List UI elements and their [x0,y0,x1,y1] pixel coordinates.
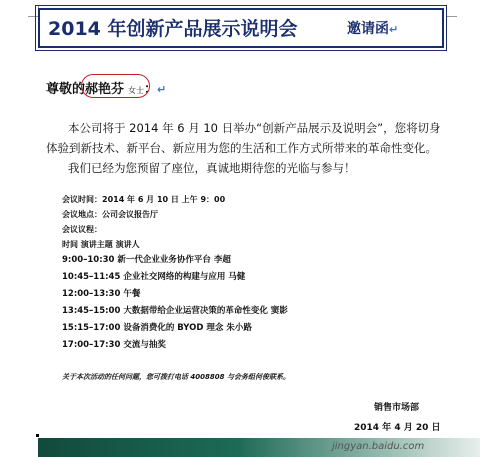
schedule-item: 12:00–13:30 午餐 [62,289,141,299]
recipient-name: 郝艳芬 [85,82,125,97]
meeting-place: 会议地点：公司会议报告厅 [62,210,158,219]
schedule-label: 会议议程： [62,225,102,234]
invitation-paragraph: 我们已经为您预留了座位，真诚地期待您的光临与参与！ [68,161,356,175]
page-title: 2014 年创新产品展示说明会 [48,18,298,40]
contact-note: 关于本次活动的任何问题，您可拨打电话 4008808 与会务组何俊联系。 [62,373,290,381]
bullet-dot [36,434,39,437]
subtitle-text: 邀请函 [347,21,389,37]
paragraph-mark-icon: ↵ [389,23,399,36]
meeting-time: 会议时间：2014 年 6 月 10 日 上午 9：00 [62,195,226,204]
schedule-header: 时间 演讲主题 演讲人 [62,240,140,249]
corner-mark [446,6,457,17]
schedule-item: 15:15–17:00 设备消费化的 BYOD 理念 朱小路 [62,323,252,333]
honorific: 女士 [128,86,145,95]
signature-dept: 销售市场部 [374,403,420,413]
page-subtitle [347,18,398,38]
greeting-prefix: 尊敬的 [46,82,86,97]
invitation-paragraph: 本公司将于 2014 年 6 月 10 日举办“创新产品展示及说明会”，您将切身体验到新技术、新平台、新应用为您的生活和工作方式所带来的革命性变化。 [46,121,441,155]
watermark: jingyan.baidu.com [332,441,425,452]
schedule-item: 10:45–11:45 企业社交网络的构建与应用 马健 [62,272,246,282]
highlight-circle [81,74,150,98]
greeting-punct: ： [144,82,158,97]
agenda-block [62,192,288,354]
schedule-item: 9:00–10:30 新一代企业业务协作平台 李超 [62,255,231,265]
schedule-item: 13:45–15:00 大数据带给企业运营决策的革命性变化 窦影 [62,306,288,316]
paragraph-mark-icon: ↵ [157,83,167,96]
schedule-item: 17:00–17:30 交流与抽奖 [62,340,166,350]
signature-date: 2014 年 4 月 20 日 [354,423,441,433]
